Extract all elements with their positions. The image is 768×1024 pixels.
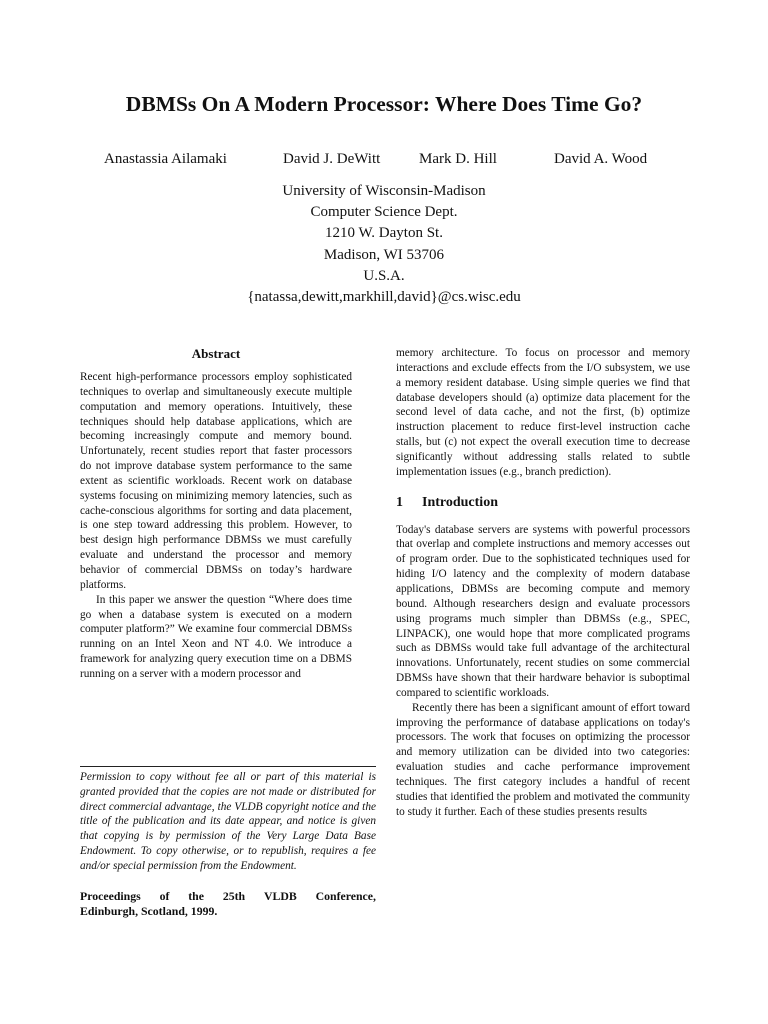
proceedings-word: Proceedings [80, 889, 141, 903]
author-name: David A. Wood [554, 151, 648, 167]
section-title: Introduction [422, 494, 498, 510]
left-column [80, 346, 352, 682]
affiliation-block [0, 181, 768, 308]
proceedings-notice [80, 889, 376, 919]
abstract-paragraph-2: In this paper we answer the question “Where does time go when a database system is executed on a modern computer platform?” We examine four commercial DBMSs running on an Intel Xeon and NT 4.0. We introduce a framework for analyzing query execution time on a DBMS running on a server with a modern processor and [80, 593, 352, 680]
affiliation-email: {natassa,dewitt,markhill,david}@cs.wisc.edu [247, 289, 521, 306]
footnote-divider [80, 766, 376, 767]
proceedings-word: 25th [222, 889, 246, 903]
affiliation-city: Madison, WI 53706 [323, 246, 445, 263]
author-name: Mark D. Hill [419, 151, 497, 167]
section-number: 1 [396, 494, 403, 510]
affiliation-country: U.S.A. [363, 267, 405, 284]
author-list [0, 151, 768, 171]
paper-title: DBMSs On A Modern Processor: Where Does Time Go? [125, 92, 643, 116]
affiliation-department: Computer Science Dept. [310, 204, 458, 221]
affiliation-university: University of Wisconsin-Madison [282, 183, 486, 199]
abstract-heading: Abstract [191, 346, 241, 361]
introduction-paragraph-2: Recently there has been a significant amount of effort toward improving the performance of database applications on today's processors. The work that focuses on optimizing the processor and memory utilization can be divided into two categories: evaluation studies and cache performance improvement techniques. The first category includes a handful of recent studies that identified the problem and motivated the community to study it further. Each of these studies presents results [396, 701, 690, 818]
affiliation-street: 1210 W. Dayton St. [325, 225, 443, 242]
abstract-paragraph-2-continued: memory architecture. To focus on processor and memory interactions and exclude effects from the I/O subsystem, we use a memory resident database. Using simple queries we find that database developers should (a) optimize data placement for the second level of data cache, and not the first, (b) optimize instruction placement to reduce first-level instruction cache stalls, but (c) not expect the overall execution time to decrease significantly without addressing stalls related to subtle implementation issues (e.g., branch prediction). [396, 347, 690, 478]
right-column [396, 346, 690, 819]
proceedings-word: of [159, 889, 170, 903]
permission-notice: Permission to copy without fee all or part of this material is granted provided that the copies are not made or distributed for direct commercial advantage, the VLDB copyright notice and the title of the publication and its date appear, and notice is given that copying is by permission of the Very Large Data Base Endowment. To copy otherwise, or to republish, requires a fee and/or special permission from the Endowment. [80, 771, 376, 872]
proceedings-word: VLDB [263, 889, 297, 903]
abstract-paragraph-1: Recent high-performance processors employ sophisticated techniques to overlap and simultaneously execute multiple computation and memory operations. Intuitively, these techniques should help database applications, which are becoming increasingly compute and memory bound. Unfortunately, recent studies report that faster processors do not improve database system performance to the same extent as scientific workloads. Recent work on database systems focusing on minimizing memory latencies, such as cache-conscious algorithms for sorting and data placement, is one step toward addressing this problem. However, to best design high performance DBMSs we must carefully evaluate and understand the processor and memory behavior of commercial DBMSs on today’s hardware platforms. [80, 371, 352, 591]
proceedings-line-1 [80, 889, 376, 904]
proceedings-word: Conference, [315, 889, 376, 903]
author-name: Anastassia Ailamaki [104, 151, 227, 167]
proceedings-line-2: Edinburgh, Scotland, 1999. [80, 904, 218, 919]
introduction-paragraph-1: Today's database servers are systems with powerful processors that overlap and complete instructions and memory accesses out of program order. Due to the sophisticated techniques used for hiding I/O latency and the complexity of modern database applications, DBMSs are becoming compute and memory bound. Although researchers design and evaluate processors using programs much simpler than DBMSs (e.g., SPEC, LINPACK), one would hope that more complicated programs such as DBMSs would take full advantage of the architectural innovations. Unfortunately, recent studies on some commercial DBMSs have shown that their hardware behavior is suboptimal compared to scientific workloads. [396, 523, 690, 699]
author-name: David J. DeWitt [283, 151, 381, 167]
section-heading [396, 494, 690, 511]
proceedings-word: the [188, 889, 204, 903]
